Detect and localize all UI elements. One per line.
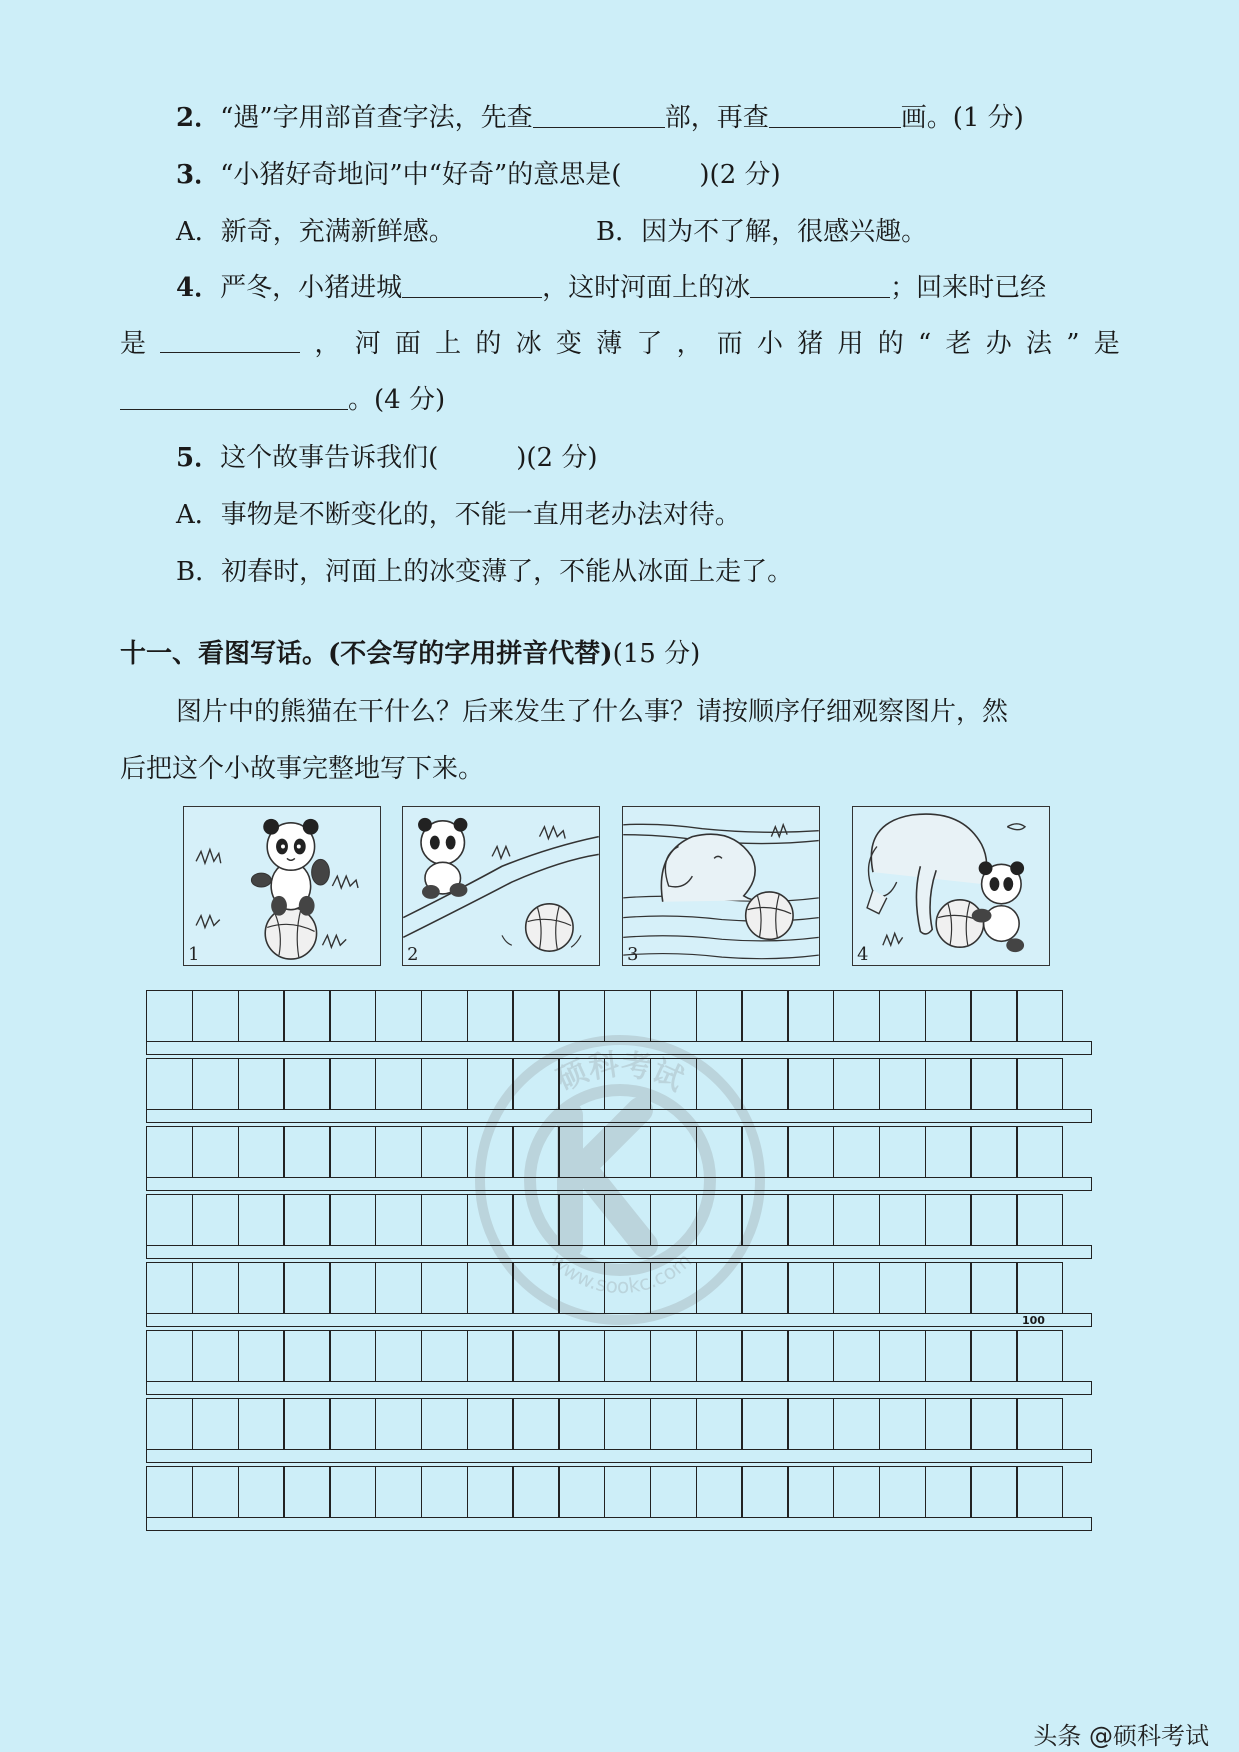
grid-cell[interactable] — [604, 1466, 651, 1518]
grid-cell[interactable] — [421, 1466, 468, 1518]
char: 了 — [636, 329, 663, 359]
grid-cell[interactable] — [283, 1398, 330, 1450]
grid-cell[interactable] — [833, 1466, 880, 1518]
grid-cell[interactable] — [1016, 990, 1063, 1042]
grid-cell[interactable] — [146, 1330, 193, 1382]
grid-cell[interactable] — [238, 990, 285, 1042]
grid-cell[interactable] — [512, 1330, 559, 1382]
panda-sitting-ball-rolling-illustration — [403, 807, 599, 965]
grid-cell[interactable] — [467, 1330, 514, 1382]
grid-cell[interactable] — [741, 1126, 788, 1178]
grid-cell[interactable] — [741, 1194, 788, 1246]
grid-cell[interactable] — [879, 1058, 926, 1110]
grid-cell[interactable] — [604, 1126, 651, 1178]
question-4-line-3-end: 。(4 分) — [348, 385, 446, 415]
grid-cell[interactable] — [512, 1398, 559, 1450]
grid-cell[interactable] — [787, 1126, 834, 1178]
grid-cell[interactable] — [192, 1466, 239, 1518]
question-5 — [176, 438, 597, 478]
answer-blank[interactable] — [533, 99, 665, 128]
grid-cell[interactable] — [925, 1262, 972, 1314]
grid-cell[interactable] — [283, 1126, 330, 1178]
grid-row-gap — [146, 1517, 1092, 1531]
grid-cell[interactable] — [1016, 1466, 1063, 1518]
grid-row-gap — [146, 1041, 1092, 1055]
grid-cell[interactable] — [375, 1466, 422, 1518]
char: 面 — [394, 329, 421, 359]
answer-blank[interactable] — [160, 324, 300, 353]
char: 办 — [985, 329, 1012, 359]
grid-cell[interactable] — [467, 1194, 514, 1246]
grid-row-gap — [146, 1313, 1092, 1327]
grid-cell[interactable] — [558, 1058, 605, 1110]
grid-cell[interactable] — [421, 1330, 468, 1382]
char: 冰 — [515, 329, 542, 359]
grid-cell[interactable] — [696, 1058, 743, 1110]
char: “ — [917, 329, 932, 359]
grid-cell[interactable] — [696, 1330, 743, 1382]
grid-cell[interactable] — [146, 1126, 193, 1178]
grid-cell[interactable] — [833, 1330, 880, 1382]
question-5-option-b: B．初春时，河面上的冰变薄了，不能从冰面上走了。 — [176, 557, 794, 587]
grid-cell[interactable] — [283, 1330, 330, 1382]
grid-cell[interactable] — [787, 1398, 834, 1450]
grid-row[interactable] — [146, 1466, 1092, 1518]
grid-cell[interactable] — [192, 1262, 239, 1314]
grid-cell[interactable] — [650, 1058, 697, 1110]
grid-row-gap — [146, 1177, 1092, 1191]
grid-cell[interactable] — [512, 1058, 559, 1110]
grid-cell[interactable] — [650, 1466, 697, 1518]
section-11-score: (15 分) — [612, 639, 701, 669]
grid-cell[interactable] — [375, 1330, 422, 1382]
grid-cell[interactable] — [467, 1058, 514, 1110]
question-2-text-b: 部，再查 — [664, 103, 769, 133]
char: ， — [314, 329, 341, 359]
grid-cell[interactable] — [375, 1262, 422, 1314]
grid-cell[interactable] — [512, 1262, 559, 1314]
char: ， — [676, 329, 703, 359]
question-2-text-c: 画。(1 分) — [900, 103, 1024, 133]
grid-cell[interactable] — [558, 1398, 605, 1450]
grid-cell[interactable] — [421, 1058, 468, 1110]
grid-cell[interactable] — [1016, 1126, 1063, 1178]
grid-cell[interactable] — [1016, 1194, 1063, 1246]
question-2-number: 2． — [176, 103, 221, 133]
grid-cell[interactable] — [604, 1398, 651, 1450]
grid-cell[interactable] — [787, 1194, 834, 1246]
question-2-text-a: “遇”字用部首查字法，先查 — [220, 103, 533, 133]
grid-cell[interactable] — [879, 1262, 926, 1314]
grid-cell[interactable] — [558, 1330, 605, 1382]
grid-cell[interactable] — [192, 990, 239, 1042]
grid-cell[interactable] — [741, 1058, 788, 1110]
grid-cell[interactable] — [512, 990, 559, 1042]
grid-cell[interactable] — [650, 1398, 697, 1450]
question-4-text-b: ，这时河面上的冰 — [542, 273, 751, 303]
grid-row[interactable] — [146, 1194, 1092, 1246]
grid-cell[interactable] — [604, 1194, 651, 1246]
grid-cell[interactable] — [421, 1398, 468, 1450]
grid-cell[interactable] — [558, 1466, 605, 1518]
section-11-prompt-line-1: 图片中的熊猫在干什么？后来发生了什么事？请按顺序仔细观察图片，然 — [176, 697, 1009, 727]
grid-cell[interactable] — [558, 1194, 605, 1246]
grid-cell[interactable] — [329, 1126, 376, 1178]
question-4-text-a: 严冬，小猪进城 — [220, 273, 403, 303]
grid-cell[interactable] — [146, 1058, 193, 1110]
question-3-option-a: A．新奇，充满新鲜感。 — [176, 217, 455, 247]
grid-cell[interactable] — [925, 1330, 972, 1382]
char: 薄 — [596, 329, 623, 359]
picture-label: 1 — [188, 945, 200, 965]
grid-cell[interactable] — [787, 1058, 834, 1110]
picture-label: 4 — [857, 945, 869, 965]
grid-cell[interactable] — [558, 990, 605, 1042]
grid-row-gap — [146, 1245, 1092, 1259]
grid-cell[interactable] — [467, 1126, 514, 1178]
grid-cell[interactable] — [283, 1194, 330, 1246]
char: ” — [1066, 329, 1080, 359]
section-11-title — [120, 634, 700, 674]
answer-blank[interactable] — [402, 269, 542, 298]
grid-cell[interactable] — [467, 990, 514, 1042]
answer-blank[interactable] — [769, 99, 901, 128]
grid-cell[interactable] — [467, 1398, 514, 1450]
grid-cell[interactable] — [970, 1194, 1017, 1246]
question-3-text: “小猪好奇地问”中“好奇”的意思是( )(2 分) — [220, 160, 781, 190]
question-4 — [176, 268, 1046, 308]
grid-cell[interactable] — [650, 1126, 697, 1178]
grid-cell[interactable] — [146, 990, 193, 1042]
grid-cell[interactable] — [696, 990, 743, 1042]
grid-cell[interactable] — [833, 1262, 880, 1314]
char: 是 — [1093, 329, 1120, 359]
grid-cell[interactable] — [283, 990, 330, 1042]
question-5-option-a: A．事物是不断变化的，不能一直用老办法对待。 — [176, 500, 741, 530]
grid-cell[interactable] — [650, 1262, 697, 1314]
picture-panel-4 — [852, 806, 1050, 966]
grid-cell[interactable] — [970, 1058, 1017, 1110]
grid-row-gap — [146, 1381, 1092, 1395]
grid-cell[interactable] — [238, 1058, 285, 1110]
character-count-mark: 100 — [1022, 1314, 1045, 1327]
grid-cell[interactable] — [192, 1398, 239, 1450]
grid-cell[interactable] — [741, 1398, 788, 1450]
grid-cell[interactable] — [146, 1398, 193, 1450]
grid-cell[interactable] — [192, 1330, 239, 1382]
grid-cell[interactable] — [512, 1126, 559, 1178]
char: 是 — [120, 329, 147, 359]
grid-cell[interactable] — [833, 1058, 880, 1110]
grid-cell[interactable] — [879, 1466, 926, 1518]
grid-row[interactable] — [146, 1126, 1092, 1178]
panda-standing-on-ball-illustration — [184, 807, 380, 965]
grid-cell[interactable] — [192, 1058, 239, 1110]
grid-cell[interactable] — [283, 1058, 330, 1110]
grid-cell[interactable] — [650, 990, 697, 1042]
grid-cell[interactable] — [375, 990, 422, 1042]
grid-cell[interactable] — [283, 1466, 330, 1518]
grid-cell[interactable] — [925, 1398, 972, 1450]
section-11-heading: 十一、看图写话。(不会写的字用拼音代替) — [120, 639, 613, 669]
grid-cell[interactable] — [696, 1466, 743, 1518]
grid-cell[interactable] — [970, 1466, 1017, 1518]
watermark-top-text: 硕科考试 — [551, 1047, 689, 1099]
grid-cell[interactable] — [283, 1262, 330, 1314]
question-4-line-3 — [120, 380, 445, 420]
grid-cell[interactable] — [787, 1330, 834, 1382]
grid-row-gap — [146, 1449, 1092, 1463]
grid-cell[interactable] — [192, 1194, 239, 1246]
char: 而 — [716, 329, 743, 359]
grid-cell[interactable] — [604, 1262, 651, 1314]
grid-cell[interactable] — [833, 1126, 880, 1178]
char: 用 — [837, 329, 864, 359]
grid-cell[interactable] — [238, 1194, 285, 1246]
grid-cell[interactable] — [970, 990, 1017, 1042]
grid-cell[interactable] — [650, 1330, 697, 1382]
answer-blank[interactable] — [120, 381, 348, 410]
grid-cell[interactable] — [925, 990, 972, 1042]
grid-cell[interactable] — [329, 1058, 376, 1110]
grid-cell[interactable] — [696, 1262, 743, 1314]
grid-cell[interactable] — [925, 1194, 972, 1246]
grid-cell[interactable] — [787, 1262, 834, 1314]
grid-cell[interactable] — [467, 1262, 514, 1314]
picture-panel-1 — [183, 806, 381, 966]
picture-label: 3 — [627, 945, 639, 965]
char: 的 — [877, 329, 904, 359]
grid-cell[interactable] — [833, 1194, 880, 1246]
elephant-returning-ball-to-panda-illustration — [853, 807, 1049, 965]
char: 法 — [1025, 329, 1052, 359]
grid-cell[interactable] — [833, 1398, 880, 1450]
question-2 — [176, 98, 1024, 138]
grid-cell[interactable] — [650, 1194, 697, 1246]
grid-cell[interactable] — [421, 1262, 468, 1314]
grid-cell[interactable] — [879, 1194, 926, 1246]
char: 小 — [757, 329, 784, 359]
grid-cell[interactable] — [238, 1330, 285, 1382]
grid-cell[interactable] — [787, 1466, 834, 1518]
question-4-text-c: ；回来时已经 — [890, 273, 1047, 303]
grid-cell[interactable] — [741, 990, 788, 1042]
grid-cell[interactable] — [879, 1126, 926, 1178]
char: 河 — [354, 329, 381, 359]
grid-row[interactable] — [146, 1262, 1092, 1314]
question-3-option-b: B．因为不了解，很感兴趣。 — [596, 217, 928, 247]
char: 变 — [555, 329, 582, 359]
grid-cell[interactable] — [970, 1262, 1017, 1314]
char: 上 — [435, 329, 462, 359]
grid-cell[interactable] — [421, 990, 468, 1042]
grid-cell[interactable] — [375, 1126, 422, 1178]
grid-row-gap — [146, 1109, 1092, 1123]
grid-cell[interactable] — [238, 1398, 285, 1450]
section-11-prompt-line-2: 后把这个小故事完整地写下来。 — [120, 754, 485, 784]
grid-cell[interactable] — [146, 1466, 193, 1518]
grid-cell[interactable] — [375, 1194, 422, 1246]
question-4-line-2 — [120, 324, 1120, 364]
watermark-bottom-text: www.sookc.com — [545, 1248, 697, 1299]
picture-label: 2 — [407, 945, 419, 965]
grid-cell[interactable] — [329, 1398, 376, 1450]
grid-cell[interactable] — [375, 1398, 422, 1450]
grid-cell[interactable] — [238, 1466, 285, 1518]
grid-cell[interactable] — [696, 1398, 743, 1450]
grid-cell[interactable] — [238, 1126, 285, 1178]
grid-cell[interactable] — [741, 1466, 788, 1518]
grid-row[interactable] — [146, 990, 1092, 1042]
grid-cell[interactable] — [879, 1398, 926, 1450]
grid-cell[interactable] — [925, 1126, 972, 1178]
grid-cell[interactable] — [375, 1058, 422, 1110]
grid-cell[interactable] — [879, 1330, 926, 1382]
question-3-number: 3． — [176, 160, 221, 190]
grid-cell[interactable] — [604, 1330, 651, 1382]
grid-cell[interactable] — [512, 1194, 559, 1246]
answer-blank[interactable] — [750, 269, 890, 298]
grid-cell[interactable] — [329, 1262, 376, 1314]
grid-cell[interactable] — [741, 1330, 788, 1382]
question-5-number: 5． — [176, 443, 221, 473]
grid-row[interactable] — [146, 1058, 1092, 1110]
grid-cell[interactable] — [925, 1466, 972, 1518]
grid-cell[interactable] — [329, 1330, 376, 1382]
footer-attribution: 头条 @硕科考试 — [1033, 1722, 1209, 1750]
grid-cell[interactable] — [1016, 1398, 1063, 1450]
grid-cell[interactable] — [1016, 1262, 1063, 1314]
grid-cell[interactable] — [604, 990, 651, 1042]
grid-cell[interactable] — [467, 1466, 514, 1518]
grid-cell[interactable] — [421, 1194, 468, 1246]
grid-cell[interactable] — [146, 1262, 193, 1314]
grid-cell[interactable] — [329, 1466, 376, 1518]
picture-panel-3 — [622, 806, 820, 966]
grid-cell[interactable] — [329, 990, 376, 1042]
char: 的 — [475, 329, 502, 359]
grid-cell[interactable] — [833, 990, 880, 1042]
grid-cell[interactable] — [970, 1398, 1017, 1450]
grid-cell[interactable] — [970, 1330, 1017, 1382]
grid-cell[interactable] — [146, 1194, 193, 1246]
grid-cell[interactable] — [421, 1126, 468, 1178]
grid-cell[interactable] — [238, 1262, 285, 1314]
grid-cell[interactable] — [192, 1126, 239, 1178]
question-5-text: 这个故事告诉我们( )(2 分) — [220, 443, 598, 473]
question-3 — [176, 155, 781, 195]
grid-cell[interactable] — [741, 1262, 788, 1314]
grid-cell[interactable] — [558, 1262, 605, 1314]
picture-sequence — [183, 806, 1055, 968]
grid-cell[interactable] — [604, 1058, 651, 1110]
char: 老 — [945, 329, 972, 359]
grid-row[interactable] — [146, 1398, 1092, 1450]
grid-cell[interactable] — [696, 1194, 743, 1246]
grid-cell[interactable] — [879, 990, 926, 1042]
grid-cell[interactable] — [512, 1466, 559, 1518]
elephant-catching-ball-illustration — [623, 807, 819, 965]
grid-cell[interactable] — [1016, 1058, 1063, 1110]
grid-cell[interactable] — [558, 1126, 605, 1178]
grid-cell[interactable] — [329, 1194, 376, 1246]
grid-cell[interactable] — [925, 1058, 972, 1110]
grid-cell[interactable] — [970, 1126, 1017, 1178]
grid-cell[interactable] — [1016, 1330, 1063, 1382]
grid-cell[interactable] — [787, 990, 834, 1042]
picture-panel-2 — [402, 806, 600, 966]
grid-row[interactable] — [146, 1330, 1092, 1382]
char: 猪 — [797, 329, 824, 359]
grid-cell[interactable] — [696, 1126, 743, 1178]
question-4-number: 4． — [176, 273, 221, 303]
